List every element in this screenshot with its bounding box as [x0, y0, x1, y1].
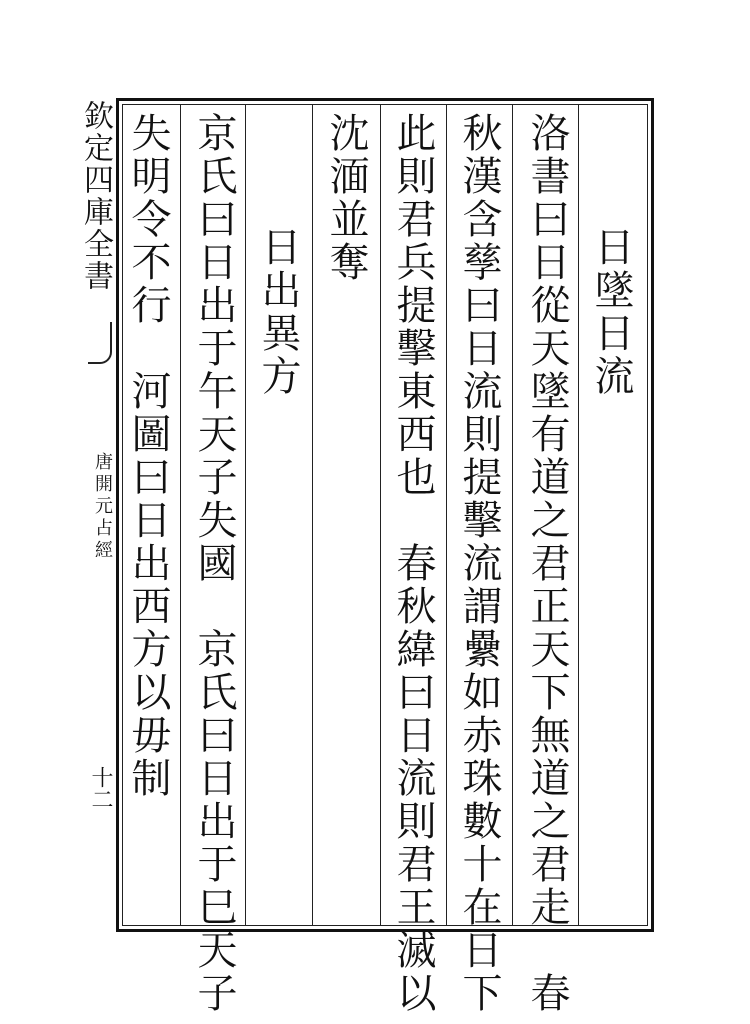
column-rule: [446, 104, 447, 926]
text-column-5: 京氏曰日出于午天子失國 京氏曰日出于巳天子: [191, 112, 237, 1015]
column-rule: [180, 104, 181, 926]
heading-sun-falls: 日墜日流: [588, 226, 634, 398]
page-number: 十二: [88, 766, 113, 810]
column-rule: [312, 104, 313, 926]
column-rule: [245, 104, 246, 926]
book-title: 欽定四庫全書: [78, 100, 113, 292]
text-column-6: 失明令不行 河圖曰日出西方以毋制: [125, 112, 171, 800]
text-column-3: 此則君兵提擊東西也 春秋緯曰日流則君王滅以: [390, 112, 436, 1015]
text-column-1: 洛書曰日從天墜有道之君正天下無道之君走 春: [524, 112, 570, 1015]
column-rule: [512, 104, 513, 926]
text-column-2: 秋漢含孳曰日流則提擊流謂纍如赤珠數十在日下: [456, 112, 502, 1015]
column-rule: [578, 104, 579, 926]
fishtail-mark-icon: [88, 322, 112, 364]
section-title: 唐開元占經: [92, 452, 113, 562]
heading-sun-rises-strange: 日出異方: [255, 226, 301, 398]
text-column-4: 沈湎並奪: [323, 112, 369, 284]
column-rule: [380, 104, 381, 926]
